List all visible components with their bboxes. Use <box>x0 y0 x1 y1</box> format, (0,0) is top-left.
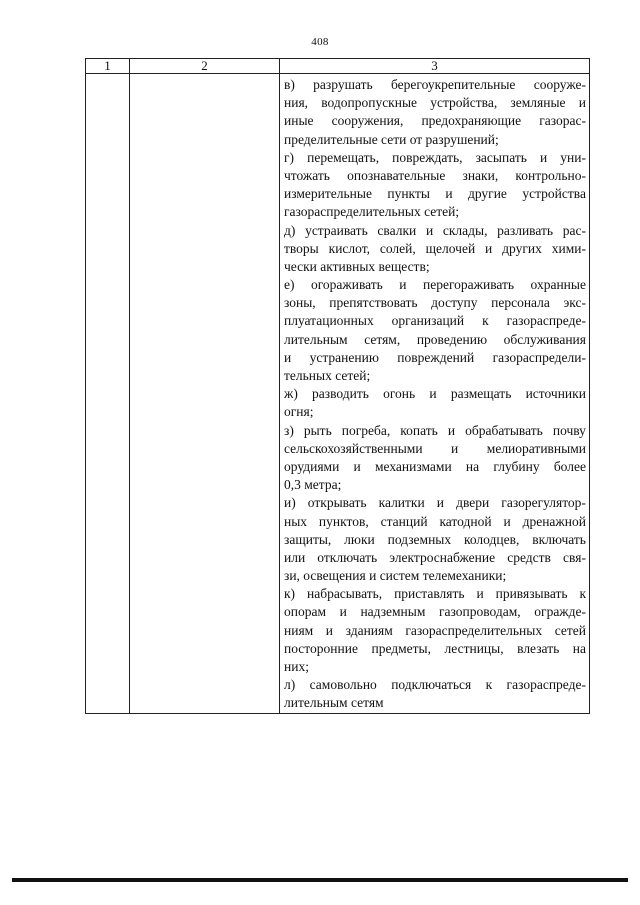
text-line: е) огораживать и перегораживать охранные <box>284 277 586 293</box>
text-line: творы кислот, солей, щелочей и других хими- <box>284 240 586 256</box>
text-line: д) устраивать свалки и склады, разливать рас- <box>284 222 586 238</box>
text-line: плуатационных организаций к газораспреде- <box>284 313 586 329</box>
column-3-cell <box>280 74 590 714</box>
column-1-cell <box>86 74 130 714</box>
text-line: л) самовольно подключаться к газораспреде- <box>284 677 586 693</box>
text-line: пределительные сети от разрушений; <box>284 131 499 147</box>
text-line: посторонние предметы, лестницы, влезать на <box>284 640 586 656</box>
document-table <box>85 58 590 714</box>
column-2-cell <box>130 74 280 714</box>
text-line: них; <box>284 659 309 674</box>
column-header-2: 2 <box>130 59 280 74</box>
text-line: зи, освещения и систем телемеханики; <box>284 568 507 584</box>
text-line: орудиями и механизмами на глубину более <box>284 458 586 474</box>
prohibition-list <box>284 76 586 713</box>
text-line: з) рыть погреба, копать и обрабатывать почву <box>284 422 586 438</box>
text-line: защиты, люки подземных колодцев, включать <box>284 531 586 547</box>
text-line: чески активных веществ; <box>284 258 430 274</box>
text-line: тельных сетей; <box>284 368 371 383</box>
column-header-3: 3 <box>280 59 590 74</box>
text-line: и) открывать калитки и двери газорегулятор- <box>284 495 586 511</box>
text-line: ж) разводить огонь и размещать источники <box>284 386 586 402</box>
text-line: в) разрушать берегоукрепительные сооруже- <box>284 77 586 92</box>
page-number: 408 <box>311 36 329 48</box>
table-header-row <box>86 59 590 74</box>
text-line: 0,3 метра; <box>284 477 342 493</box>
text-line: ниям и зданиям газораспределительных сетей <box>284 622 586 638</box>
text-line: иные сооружения, предохраняющие газорас- <box>284 113 586 129</box>
text-line: лительным сетям, проведению обслуживания <box>284 331 586 347</box>
table-row <box>86 74 590 714</box>
text-line: огня; <box>284 404 314 420</box>
text-line: или отключать электроснабжение средств свя- <box>284 549 586 565</box>
text-line: чтожать опознавательные знаки, контрольно- <box>284 167 586 183</box>
text-line: зоны, препятствовать доступу персонала экс- <box>284 295 586 311</box>
column-header-1: 1 <box>86 59 130 74</box>
text-line: измерительные пункты и другие устройства <box>284 186 586 202</box>
text-line: ния, водопропускные устройства, земляные и <box>284 95 586 111</box>
text-line: и устранению повреждений газораспредели- <box>284 349 586 365</box>
text-line: газораспределительных сетей; <box>284 204 460 220</box>
text-line: к) набрасывать, приставлять и привязывать к <box>284 586 586 602</box>
bottom-rule <box>12 878 628 882</box>
text-line: г) перемещать, повреждать, засыпать и уни- <box>284 149 586 165</box>
text-line: ных пунктов, станций катодной и дренажной <box>284 513 586 529</box>
text-line: сельскохозяйственными и мелиоративными <box>284 440 586 456</box>
text-line: лительным сетям <box>284 695 384 711</box>
text-line: опорам и надземным газопроводам, огражде- <box>284 604 586 620</box>
